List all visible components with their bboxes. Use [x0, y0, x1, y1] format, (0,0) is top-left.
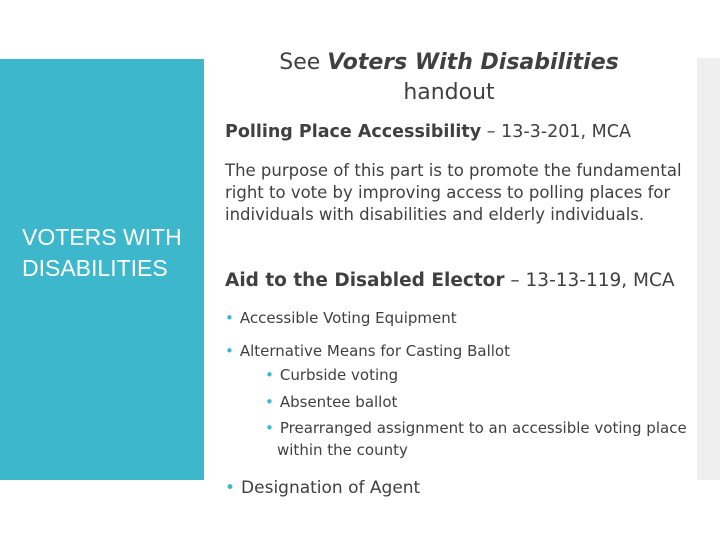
section2-title-bold: Aid to the Disabled Elector [225, 270, 505, 291]
right-edge-bar [697, 58, 720, 480]
section1-title [225, 122, 631, 142]
bullet-dot-icon: • [225, 478, 236, 498]
list-item: • Accessible Voting Equipment [225, 309, 457, 327]
slide-heading [225, 48, 673, 108]
bullet-dot-icon: • [265, 419, 274, 437]
section1-paragraph: The purpose of this part is to promote the fundamental right to vote by improving access to polling places for individuals with disabilities and elderly individuals. [225, 161, 682, 224]
sub-list-item: • Curbside voting [265, 366, 399, 384]
bullet-dot-icon: • [265, 393, 274, 411]
bullet-dot-icon: • [265, 366, 274, 384]
list-item: • Alternative Means for Casting Ballot [225, 342, 510, 360]
heading-emphasis: Voters With Disabilities [327, 50, 619, 75]
bullet-dot-icon: • [225, 309, 234, 327]
section2-title [225, 270, 675, 291]
sidebar-title: VOTERS WITH DISABILITIES [22, 224, 182, 281]
section1-title-ref: – 13-3-201, MCA [481, 122, 631, 142]
sub-list-item: • Absentee ballot [265, 393, 398, 411]
list-item: • Designation of Agent [225, 478, 421, 498]
sub-list-item: • Prearranged assignment to an accessible voting place within the county [265, 419, 687, 459]
bullet-dot-icon: • [225, 342, 234, 360]
heading-suffix: handout [403, 80, 495, 105]
heading-prefix: See [279, 50, 328, 75]
section1-title-bold: Polling Place Accessibility [225, 122, 482, 142]
section2-title-ref: – 13-13-119, MCA [504, 270, 675, 291]
